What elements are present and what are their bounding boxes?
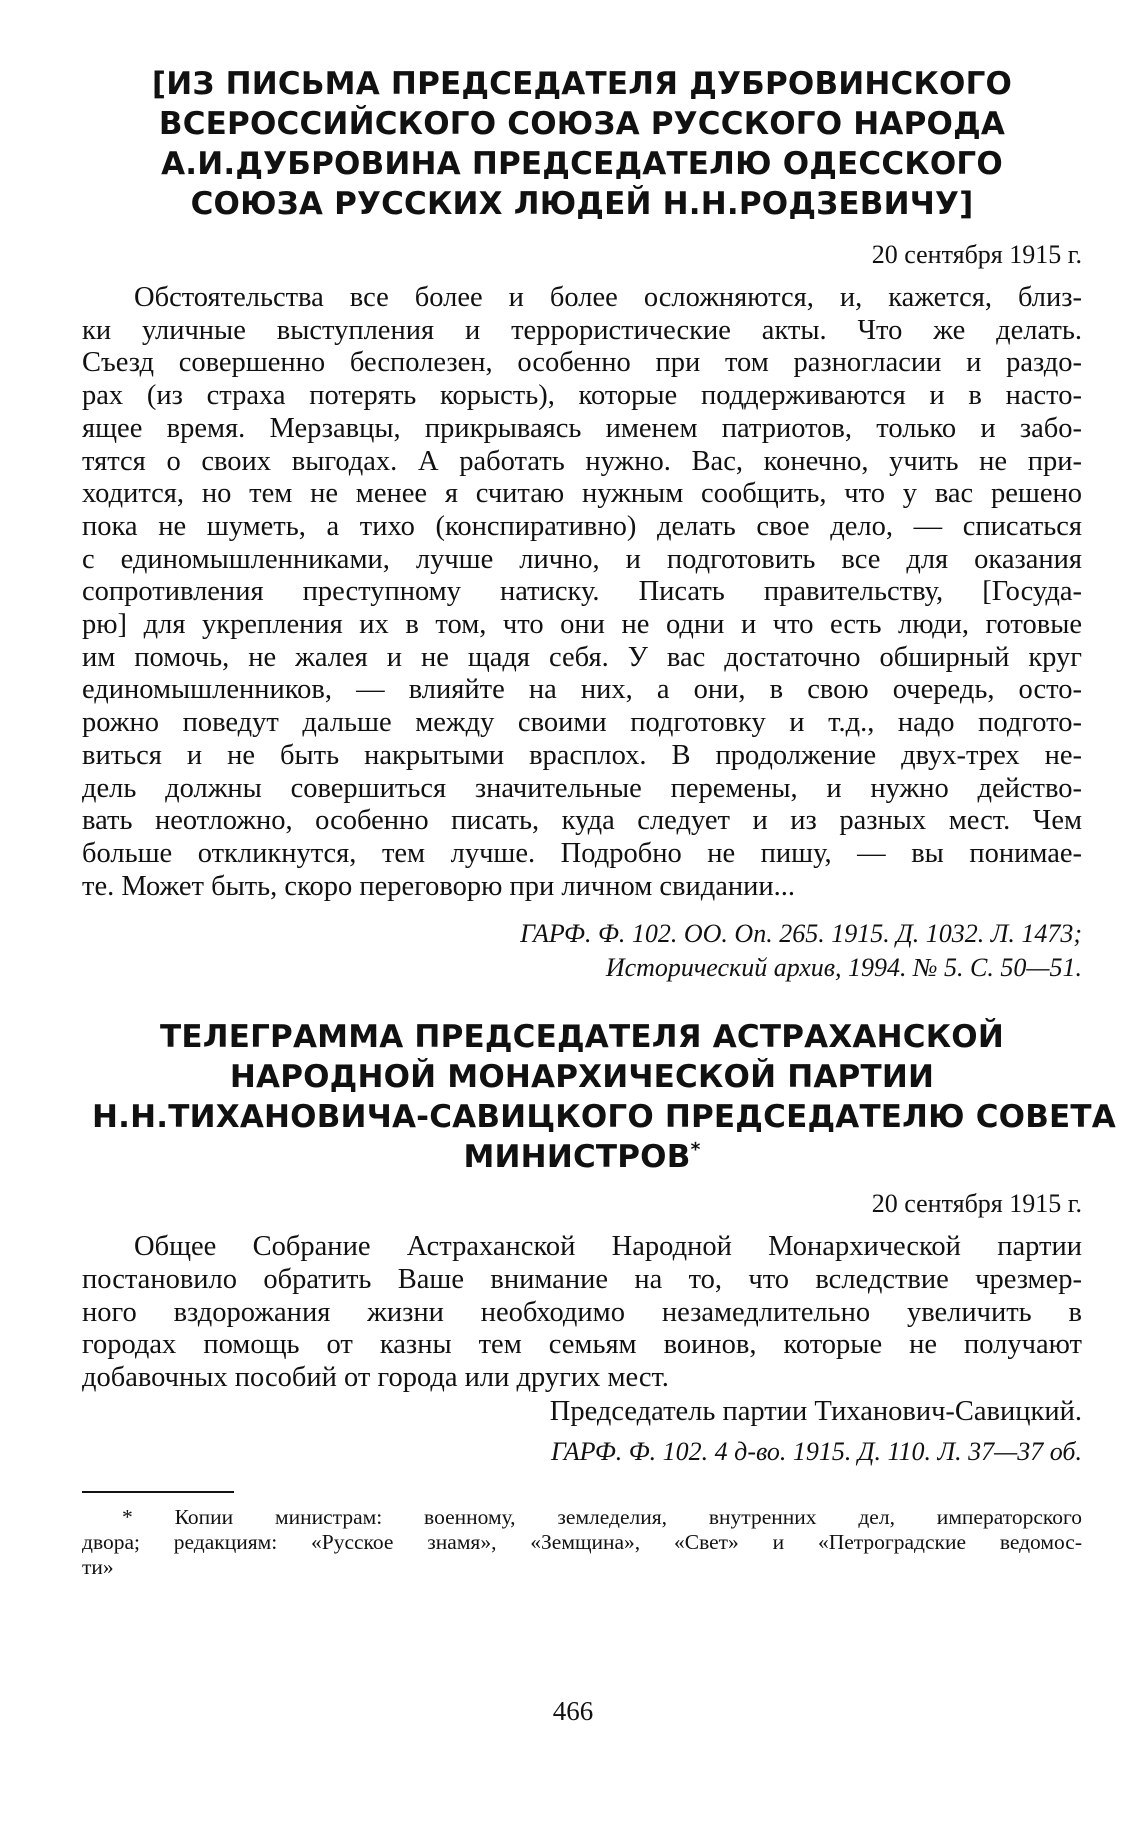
heading-line: СОЮЗА РУССКИХ ЛЮДЕЙ Н.Н.РОДЗЕВИЧУ] [190,186,974,222]
body-line: Общее Собрание Астраханской Народной Монархической партии [134,1231,1082,1263]
letter-section [82,64,1082,985]
body-line: ного вздорожания жизни необходимо незамедлительно увеличить в [82,1296,1082,1328]
body-line: сопротивления преступному натиску. Писать правительству, [Госуда- [82,576,1082,608]
footnote [82,1505,1082,1580]
letter-source [82,917,1082,985]
letter-body [82,282,1082,903]
body-line: вать неотложно, особенно писать, куда следует и из разных мест. Чем [82,805,1082,837]
footnote-line [82,1505,1082,1530]
body-line: дель должны совершиться значительные перемены, и нужно действо- [82,772,1082,804]
body-line: Обстоятельства все более и более осложняются, и, кажется, близ- [134,282,1082,313]
heading-line-text: МИНИСТРОВ [463,1139,691,1176]
body-line: постановило обратить Ваше внимание на то, что вследствие чрезмер- [82,1264,1082,1296]
telegram-section [82,1017,1116,1469]
body-line: с единомышленниками, лучше лично, и подготовить все для оказания [82,543,1082,575]
heading-line [92,1137,1072,1177]
telegram-signature: Председатель партии Тиханович-Савицкий. [549,1395,1082,1427]
body-line: добавочных пособий от города или других мест. [82,1362,669,1394]
telegram-heading [82,1017,1116,1177]
body-line: Съезд совершенно бесполезен, особенно при том разногласии и раздо- [82,347,1082,379]
footnote-text: Копии министрам: военному, земледелия, внутренних дел, императорского [174,1504,1082,1529]
telegram-source: ГАРФ. Ф. 102. 4 д-во. 1915. Д. 110. Л. 37—37 об. [550,1436,1082,1466]
body-line: ходится, но тем не менее я считаю нужным сообщить, что у вас решено [82,478,1082,510]
body-line: ящее время. Мерзавцы, прикрываясь именем патриотов, только и забо- [82,412,1082,444]
footnote-divider [82,1491,234,1493]
body-line: рожно поведут дальше между своими подготовку и т.д., надо подгото- [82,707,1082,739]
body-line: единомышленников, — влияйте на них, а они, в свою очередь, осто- [82,674,1082,706]
telegram-body [82,1231,1082,1395]
telegram-date: 20 сентября 1915 г. [871,1189,1082,1219]
source-line: ГАРФ. Ф. 102. ОО. Оп. 265. 1915. Д. 1032. Л. 1473; [520,919,1082,949]
footnote-line: ти» [82,1554,114,1579]
body-line: виться и не быть накрытыми врасплох. В продолжение двух-трех не- [82,739,1082,771]
heading-line: А.И.ДУБРОВИНА ПРЕДСЕДАТЕЛЮ ОДЕССКОГО [161,146,1003,182]
page-number: 466 [552,1696,594,1726]
source-line: Исторический архив, 1994. № 5. С. 50—51. [605,953,1082,983]
document-page [82,64,1116,1580]
heading-line: Н.Н.ТИХАНОВИЧА-САВИЦКОГО ПРЕДСЕДАТЕЛЮ СОВЕТА [92,1099,1116,1136]
footnote-marker: * [690,1140,701,1162]
body-line: городах помощь от казны тем семьям воинов, которые не получают [82,1329,1082,1361]
heading-line: [ИЗ ПИСЬМА ПРЕДСЕДАТЕЛЯ ДУБРОВИНСКОГО [151,66,1013,102]
body-line: те. Может быть, скоро переговорю при личном свидании... [82,870,796,902]
letter-heading [82,64,1082,224]
footnote-mark: * [122,1504,133,1529]
heading-line: НАРОДНОЙ МОНАРХИЧЕСКОЙ ПАРТИИ [229,1059,935,1096]
heading-line: ТЕЛЕГРАММА ПРЕДСЕДАТЕЛЯ АСТРАХАНСКОЙ [160,1019,1004,1056]
letter-date: 20 сентября 1915 г. [871,240,1082,269]
body-line: тятся о своих выгодах. А работать нужно. Вас, конечно, учить не при- [82,445,1082,477]
body-line: рах (из страха потерять корысть), которые поддерживаются и в насто- [82,380,1082,412]
body-line: больше откликнутся, тем лучше. Подробно не пишу, — вы понимае- [82,837,1082,869]
body-line: пока не шуметь, а тихо (конспиративно) делать свое дело, — списаться [82,510,1082,542]
footnote-line: двора; редакциям: «Русское знамя», «Земщина», «Свет» и «Петроградские ведомос- [82,1529,1082,1554]
heading-line: ВСЕРОССИЙСКОГО СОЮЗА РУССКОГО НАРОДА [158,106,1006,142]
body-line: ки уличные выступления и террористические акты. Что же делать. [82,314,1082,346]
body-line: рю] для укрепления их в том, что они не одни и что есть люди, готовые [82,609,1082,641]
body-line: им помочь, не жалея и не щадя себя. У вас достаточно обширный круг [82,641,1082,673]
